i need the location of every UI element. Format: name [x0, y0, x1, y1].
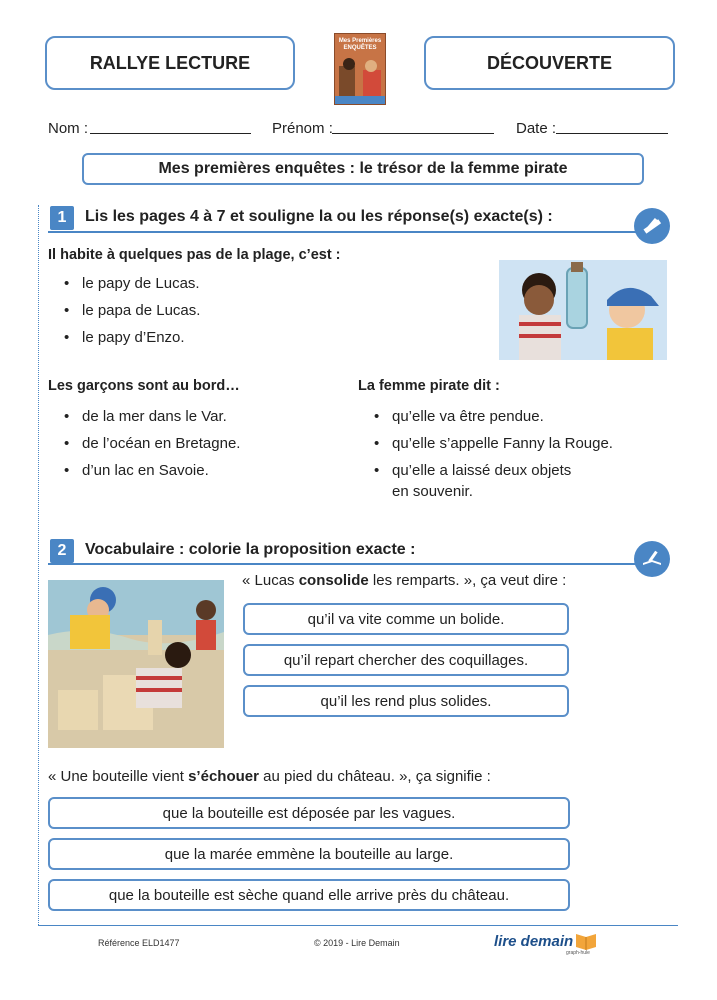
brand-sub: graph-hule	[566, 950, 590, 956]
list-item[interactable]: • d’un lac en Savoie.	[48, 457, 338, 484]
brand-name: lire demain	[494, 933, 574, 950]
name-field[interactable]	[90, 133, 251, 134]
q2-options	[48, 403, 338, 484]
name-label: Nom :	[48, 120, 89, 137]
s1-option-3[interactable]: qu’il les rend plus solides.	[243, 685, 569, 717]
decouverte-box	[424, 36, 675, 90]
list-item[interactable]: • de l’océan en Bretagne.	[48, 430, 338, 457]
s2-option-2[interactable]: que la marée emmène la bouteille au large.	[48, 838, 570, 870]
q1-question: Il habite à quelques pas de la plage, c’est :	[48, 247, 341, 263]
list-item[interactable]: • le papy de Lucas.	[48, 270, 408, 297]
q3-options	[358, 403, 678, 484]
decouverte-label: DÉCOUVERTE	[486, 52, 612, 73]
list-item[interactable]: • le papy d’Enzo.	[48, 324, 408, 351]
section2-number: 2	[50, 539, 74, 563]
s1-option-1[interactable]: qu’il va vite comme un bolide.	[243, 603, 569, 635]
q1-options	[48, 270, 408, 351]
book-icon	[575, 930, 597, 950]
list-item[interactable]: • qu’elle va être pendue.	[358, 403, 678, 430]
section2-title: Vocabulaire : colorie la proposition exacte :	[85, 541, 416, 558]
sandcastle-illustration	[48, 580, 224, 748]
sentence2-keyword: s’échouer	[188, 768, 259, 785]
section1-title: Lis les pages 4 à 7 et souligne la ou les réponse(s) exacte(s) :	[85, 208, 553, 225]
q3-question: La femme pirate dit :	[358, 378, 500, 394]
lire-demain-logo	[494, 930, 597, 950]
section2-rule	[48, 563, 648, 565]
boys-bottle-illustration	[499, 260, 667, 360]
list-item[interactable]: • qu’elle s’appelle Fanny la Rouge.	[358, 430, 678, 457]
rallye-lecture-label: RALLYE LECTURE	[89, 52, 251, 73]
firstname-label: Prénom :	[272, 120, 333, 137]
book-title: Mes premières enquêtes : le trésor de la femme pirate	[158, 160, 568, 177]
pencil-ruler-icon	[634, 208, 670, 244]
date-label: Date :	[516, 120, 557, 137]
s2-option-3[interactable]: que la bouteille est sèche quand elle arrive près du château.	[48, 879, 570, 911]
section1-number: 1	[50, 206, 74, 230]
book-title-box	[82, 153, 644, 185]
rallye-lecture-box	[45, 36, 295, 90]
s1-option-2[interactable]: qu’il repart chercher des coquillages.	[243, 644, 569, 676]
sentence1-keyword: consolide	[298, 572, 369, 589]
s2-option-1[interactable]: que la bouteille est déposée par les vagues.	[48, 797, 570, 829]
cover-title: Mes Premières ENQUÊTES	[338, 38, 382, 51]
footer-copyright: © 2019 - Lire Demain	[314, 938, 400, 948]
q3-option-continuation: en souvenir.	[392, 483, 473, 500]
q2-question: Les garçons sont au bord…	[48, 378, 240, 394]
margin-dotted-line	[38, 205, 39, 925]
book-pencil-icon	[634, 541, 670, 577]
sentence2: « Une bouteille vient s’échouer au pied du château. », ça signifie :	[48, 768, 491, 785]
section1-rule	[48, 231, 648, 233]
footer-reference: Référence ELD1477	[98, 938, 180, 948]
list-item[interactable]: • qu’elle a laissé deux objets	[358, 457, 678, 484]
list-item[interactable]: • de la mer dans le Var.	[48, 403, 338, 430]
date-field[interactable]	[556, 133, 668, 134]
firstname-field[interactable]	[332, 133, 494, 134]
sentence1: « Lucas consolide les remparts. », ça veut dire :	[242, 572, 567, 589]
book-cover-image	[334, 33, 386, 105]
footer-rule	[38, 925, 678, 926]
list-item[interactable]: • le papa de Lucas.	[48, 297, 408, 324]
